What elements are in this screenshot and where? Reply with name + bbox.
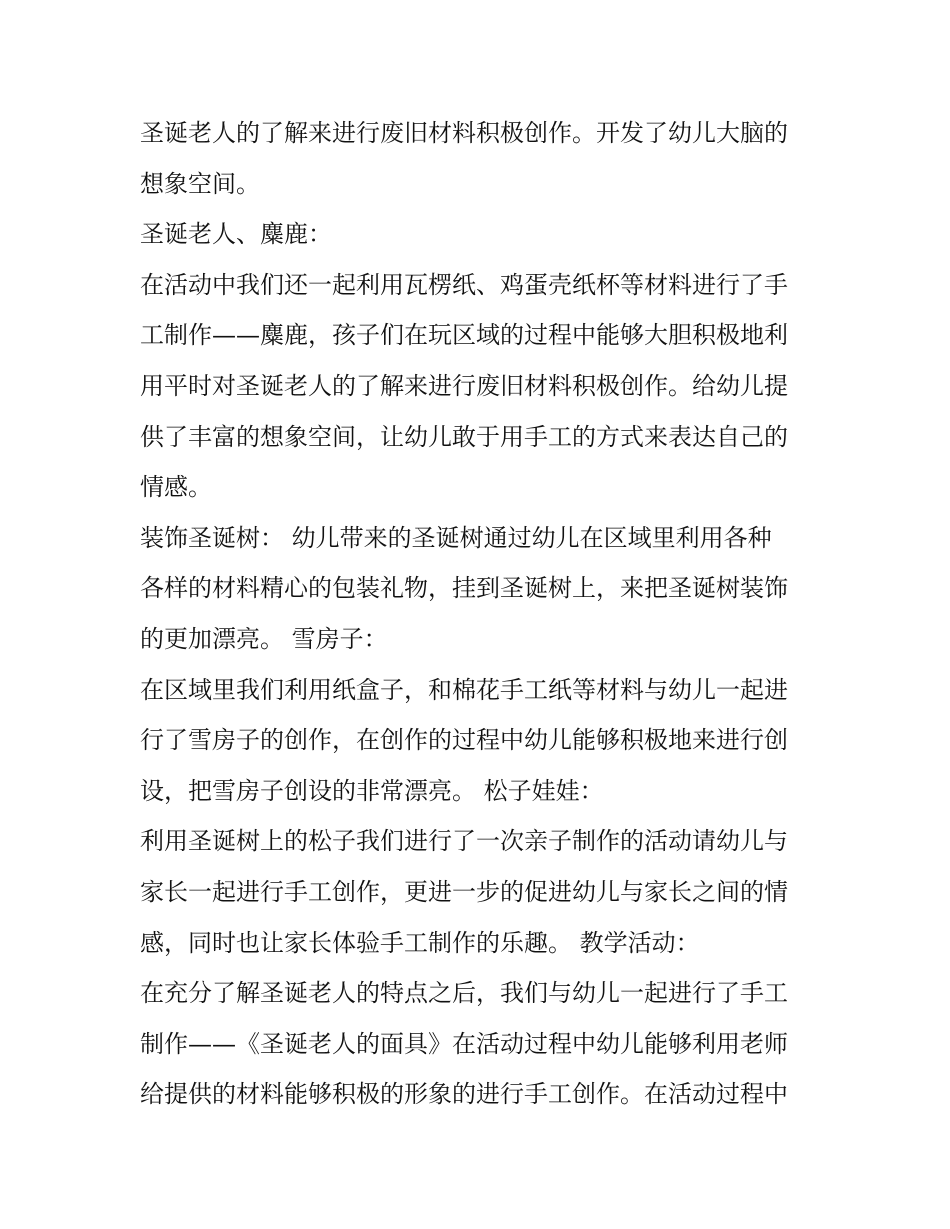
text-line: 供了丰富的想象空间，让幼儿敢于用手工的方式来表达自己的 [140,422,788,451]
text-line: 的更加漂亮。 雪房子： [140,624,388,653]
section-heading-santa-reindeer: 圣诞老人、麋鹿： [140,220,332,249]
text-line: 感，同时也让家长体验手工制作的乐趣。 教学活动： [140,928,700,957]
text-line: 在活动中我们还一起利用瓦楞纸、鸡蛋壳纸杯等材料进行了手 [140,270,788,299]
text-line: 在区域里我们利用纸盒子，和棉花手工纸等材料与幼儿一起进 [140,675,788,704]
body-text [140,108,830,1120]
text-line: 情感。 [140,473,212,502]
section-tree-decoration: 装饰圣诞树： 幼儿带来的圣诞树通过幼儿在区域里利用各种 [140,523,772,552]
text-line: 设，把雪房子创设的非常漂亮。 松子娃娃： [140,776,604,805]
text-line: 给提供的材料能够积极的形象的进行手工创作。在活动过程中 [140,1080,788,1109]
text-line: 各样的材料精心的包装礼物，挂到圣诞树上，来把圣诞树装饰 [140,574,788,603]
text-line: 利用圣诞树上的松子我们进行了一次亲子制作的活动请幼儿与 [140,827,788,856]
text-line: 圣诞老人的了解来进行废旧材料积极创作。开发了幼儿大脑的 [140,119,788,147]
text-line: 在充分了解圣诞老人的特点之后，我们与幼儿一起进行了手工 [140,979,788,1008]
text-line: 行了雪房子的创作，在创作的过程中幼儿能够积极地来进行创 [140,726,788,755]
text-line: 家长一起进行手工创作，更进一步的促进幼儿与家长之间的情 [140,877,788,906]
text-line: 制作——《圣诞老人的面具》在活动过程中幼儿能够利用老师 [140,1029,788,1058]
text-line: 工制作——麋鹿，孩子们在玩区域的过程中能够大胆积极地利 [140,321,788,350]
text-line: 用平时对圣诞老人的了解来进行废旧材料积极创作。给幼儿提 [140,371,788,400]
text-line: 想象空间。 [140,169,260,198]
